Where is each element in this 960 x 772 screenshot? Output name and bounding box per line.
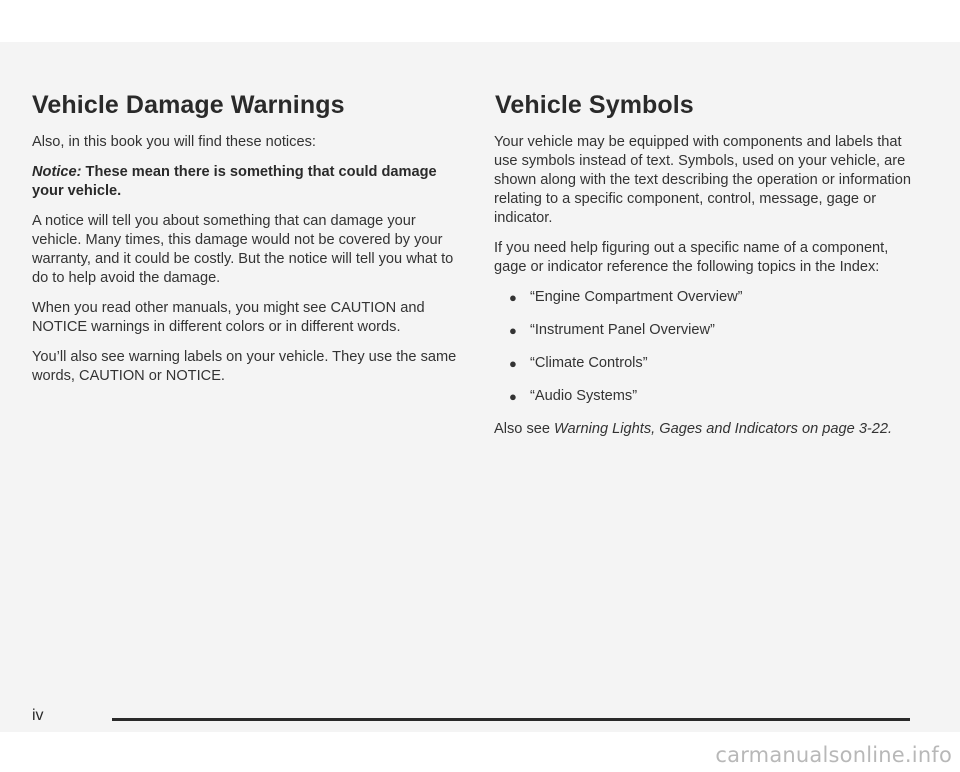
index-paragraph: If you need help figuring out a specific name of a component, gage or indicator reference the following topics in the Index: xyxy=(494,240,889,275)
symbols-paragraph: Your vehicle may be equipped with components and labels that use symbols instead of text. Symbols, used on your vehicle, are shown along with the text describing the operation or information relating to a specific component, control, message, gage or indicator. xyxy=(494,134,911,226)
topic-text: “Climate Controls” xyxy=(530,355,648,371)
site-watermark: carmanualsonline.info xyxy=(715,743,952,767)
damage-paragraph: A notice will tell you about something that can damage your vehicle. Many times, this damage would not be covered by your warranty, and it could be costly. But the notice will tell you what to do to help avoid the damage. xyxy=(32,213,454,286)
list-item xyxy=(494,288,914,307)
also-see-paragraph xyxy=(494,420,914,439)
bullet-icon: ● xyxy=(509,356,517,371)
manuals-paragraph: When you read other manuals, you might see CAUTION and NOTICE warnings in different colors or in different words. xyxy=(32,300,425,335)
labels-paragraph: You’ll also see warning labels on your vehicle. They use the same words, CAUTION or NOTICE. xyxy=(32,349,457,384)
index-topics-list xyxy=(494,288,914,406)
left-column xyxy=(32,90,464,397)
cross-reference-link[interactable]: Warning Lights, Gages and Indicators on page 3-22. xyxy=(554,421,893,437)
bullet-icon: ● xyxy=(509,323,517,338)
notice-label: Notice: xyxy=(32,164,82,180)
heading-vehicle-damage-warnings: Vehicle Damage Warnings xyxy=(32,91,345,119)
page-number: iv xyxy=(32,707,44,724)
notice-text: These mean there is something that could damage your vehicle. xyxy=(32,164,437,199)
notice-block xyxy=(32,163,464,201)
list-item xyxy=(494,387,914,406)
topic-text: “Instrument Panel Overview” xyxy=(530,322,715,338)
heading-vehicle-symbols: Vehicle Symbols xyxy=(495,91,694,119)
right-column xyxy=(494,90,914,450)
manual-page xyxy=(0,42,960,732)
intro-text: Also, in this book you will find these notices: xyxy=(32,134,316,150)
topic-text: “Engine Compartment Overview” xyxy=(530,289,743,305)
list-item xyxy=(494,354,914,373)
list-item xyxy=(494,321,914,340)
bullet-icon: ● xyxy=(509,389,517,404)
footer-divider xyxy=(112,718,910,721)
topic-text: “Audio Systems” xyxy=(530,388,638,404)
also-see-prefix: Also see xyxy=(494,421,550,437)
bullet-icon: ● xyxy=(509,290,517,305)
